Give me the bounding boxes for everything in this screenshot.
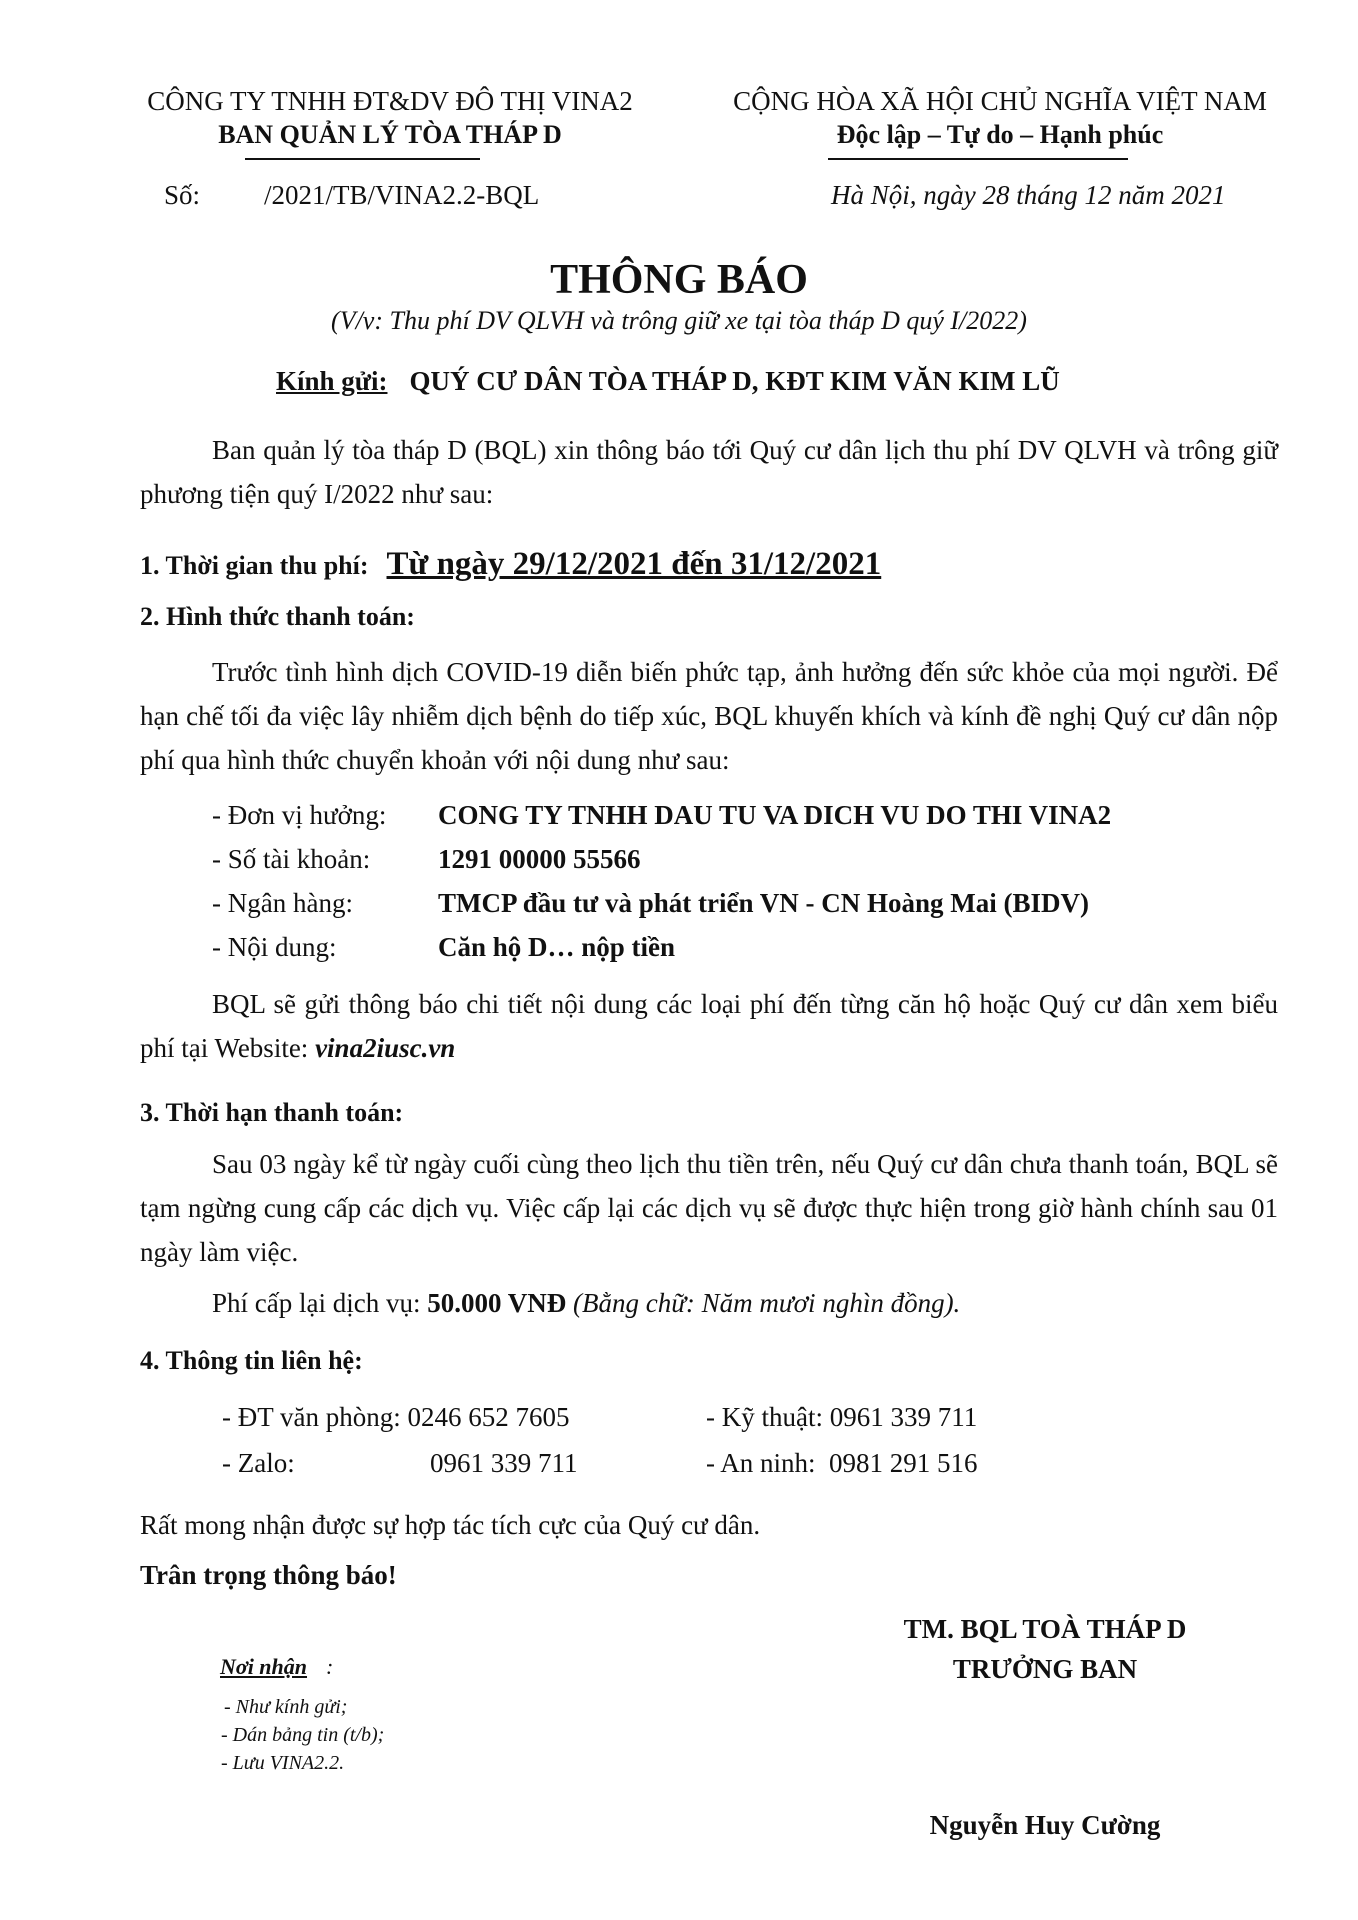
document-number: /2021/TB/VINA2.2-BQL (264, 180, 540, 210)
place-date: Hà Nội, ngày 28 tháng 12 năm 2021 (831, 180, 1226, 210)
collection-period: Từ ngày 29/12/2021 đến 31/12/2021 (386, 546, 882, 582)
signatory-name: Nguyễn Huy Cường (929, 1810, 1161, 1840)
fee-notice-text: BQL sẽ gửi thông báo chi tiết nội dung các loại phí đến từng căn hộ hoặc Quý cư dân xem biểu phí tại Website: (140, 989, 1278, 1063)
section-1-label: 1. Thời gian thu phí: (140, 551, 369, 580)
contact-security (706, 1448, 978, 1479)
issuer-block (110, 84, 670, 152)
document-subtitle: (V/v: Thu phí DV QLVH và trông giữ xe tại tòa tháp D quý I/2022) (331, 306, 1027, 335)
recipient-line (276, 366, 1060, 397)
signature-on-behalf: TM. BQL TOÀ THÁP D (903, 1614, 1187, 1644)
contact-office-phone: 0246 652 7605 (407, 1402, 570, 1432)
motto-underline (828, 158, 1128, 160)
national-header (690, 84, 1310, 152)
recipient-label: Kính gửi: (276, 366, 388, 396)
account-number-label: - Số tài khoản: (212, 844, 371, 874)
section-3-text: Sau 03 ngày kể từ ngày cuối cùng theo lịch thu tiền trên, nếu Quý cư dân chưa thanh toán, BQL sẽ tạm ngừng cung cấp các dịch vụ. Việc cấp lại các dịch vụ sẽ được thực hiện trong giờ hành chính sau 01 ngày làm việc. (140, 1149, 1278, 1267)
reconnection-fee-words: (Bằng chữ: Năm mươi nghìn đồng). (572, 1288, 961, 1318)
company-name: CÔNG TY TNHH ĐT&DV ĐÔ THỊ VINA2 (147, 86, 633, 116)
section-3-paragraph (140, 1142, 1278, 1274)
payment-detail-row (212, 844, 641, 875)
issuer-underline (245, 158, 480, 160)
national-motto: Độc lập – Tự do – Hạnh phúc (836, 120, 1164, 149)
bank-label: - Ngân hàng: (212, 888, 353, 918)
bank-value: TMCP đầu tư và phát triển VN - CN Hoàng Mai (BIDV) (438, 888, 1089, 918)
recipients-label-colon: : (326, 1654, 334, 1679)
section-2-label: 2. Hình thức thanh toán: (140, 602, 415, 631)
document-number-label: Số: (164, 180, 201, 210)
section-4-label: 4. Thông tin liên hệ: (140, 1346, 363, 1375)
contact-zalo (222, 1448, 578, 1479)
section-2-text: Trước tình hình dịch COVID-19 diễn biến phức tạp, ảnh hưởng đến sức khỏe của mọi người. Để hạn chế tối đa việc lây nhiễm dịch bệnh do tiếp xúc, BQL khuyến khích và kính đề nghị Quý cư dân nộp phí qua hình thức chuyển khoản với nội dung như sau: (140, 657, 1278, 775)
website-link[interactable]: vina2iusc.vn (315, 1033, 456, 1063)
recipients-label (220, 1654, 307, 1680)
regards-text: Trân trọng thông báo! (140, 1560, 397, 1590)
section-3-label: 3. Thời hạn thanh toán: (140, 1098, 404, 1127)
fee-notice-paragraph (140, 982, 1278, 1070)
transfer-content-label: - Nội dung: (212, 932, 337, 962)
payment-detail-row (212, 932, 675, 963)
contact-technical-label: - Kỹ thuật: (706, 1402, 823, 1432)
beneficiary-label: - Đơn vị hưởng: (212, 800, 387, 830)
payment-detail-row (212, 800, 1111, 831)
recipient-item: - Dán bảng tin (t/b); (221, 1724, 385, 1746)
reconnection-fee-amount: 50.000 VNĐ (427, 1288, 567, 1318)
contact-technical (706, 1402, 977, 1433)
recipients-label-text: Nơi nhận (220, 1654, 308, 1679)
transfer-content-value: Căn hộ D… nộp tiền (438, 932, 676, 962)
document-title: THÔNG BÁO (550, 257, 808, 303)
contact-zalo-phone: 0961 339 711 (430, 1448, 578, 1478)
contact-security-label: - An ninh: (706, 1448, 816, 1478)
contact-technical-phone: 0961 339 711 (829, 1402, 978, 1432)
signature-position: TRƯỞNG BAN (952, 1654, 1138, 1684)
contact-security-phone: 0981 291 516 (829, 1448, 978, 1478)
recipient-value: QUÝ CƯ DÂN TÒA THÁP D, KĐT KIM VĂN KIM LŨ (409, 366, 1060, 396)
account-number-value: 1291 00000 55566 (438, 844, 641, 874)
payment-detail-row (212, 888, 1089, 919)
beneficiary-value: CONG TY TNHH DAU TU VA DICH VU DO THI VINA2 (438, 800, 1112, 830)
contact-office (222, 1402, 569, 1433)
contact-zalo-label: - Zalo: (222, 1448, 295, 1478)
recipient-item: - Lưu VINA2.2. (221, 1752, 345, 1774)
intro-paragraph (140, 428, 1278, 516)
department-name: BAN QUẢN LÝ TÒA THÁP D (218, 120, 562, 149)
section-2-paragraph (140, 650, 1278, 782)
closing-text: Rất mong nhận được sự hợp tác tích cực của Quý cư dân. (140, 1510, 761, 1540)
section-1 (140, 546, 881, 583)
contact-office-label: - ĐT văn phòng: (222, 1402, 401, 1432)
reconnection-fee-label: Phí cấp lại dịch vụ: (212, 1288, 421, 1318)
country-name: CỘNG HÒA XÃ HỘI CHỦ NGHĨA VIỆT NAM (733, 86, 1267, 116)
intro-text: Ban quản lý tòa tháp D (BQL) xin thông báo tới Quý cư dân lịch thu phí DV QLVH và trông giữ phương tiện quý I/2022 như sau: (140, 435, 1278, 509)
recipient-item: - Như kính gửi; (224, 1696, 348, 1718)
reconnection-fee (212, 1288, 960, 1319)
